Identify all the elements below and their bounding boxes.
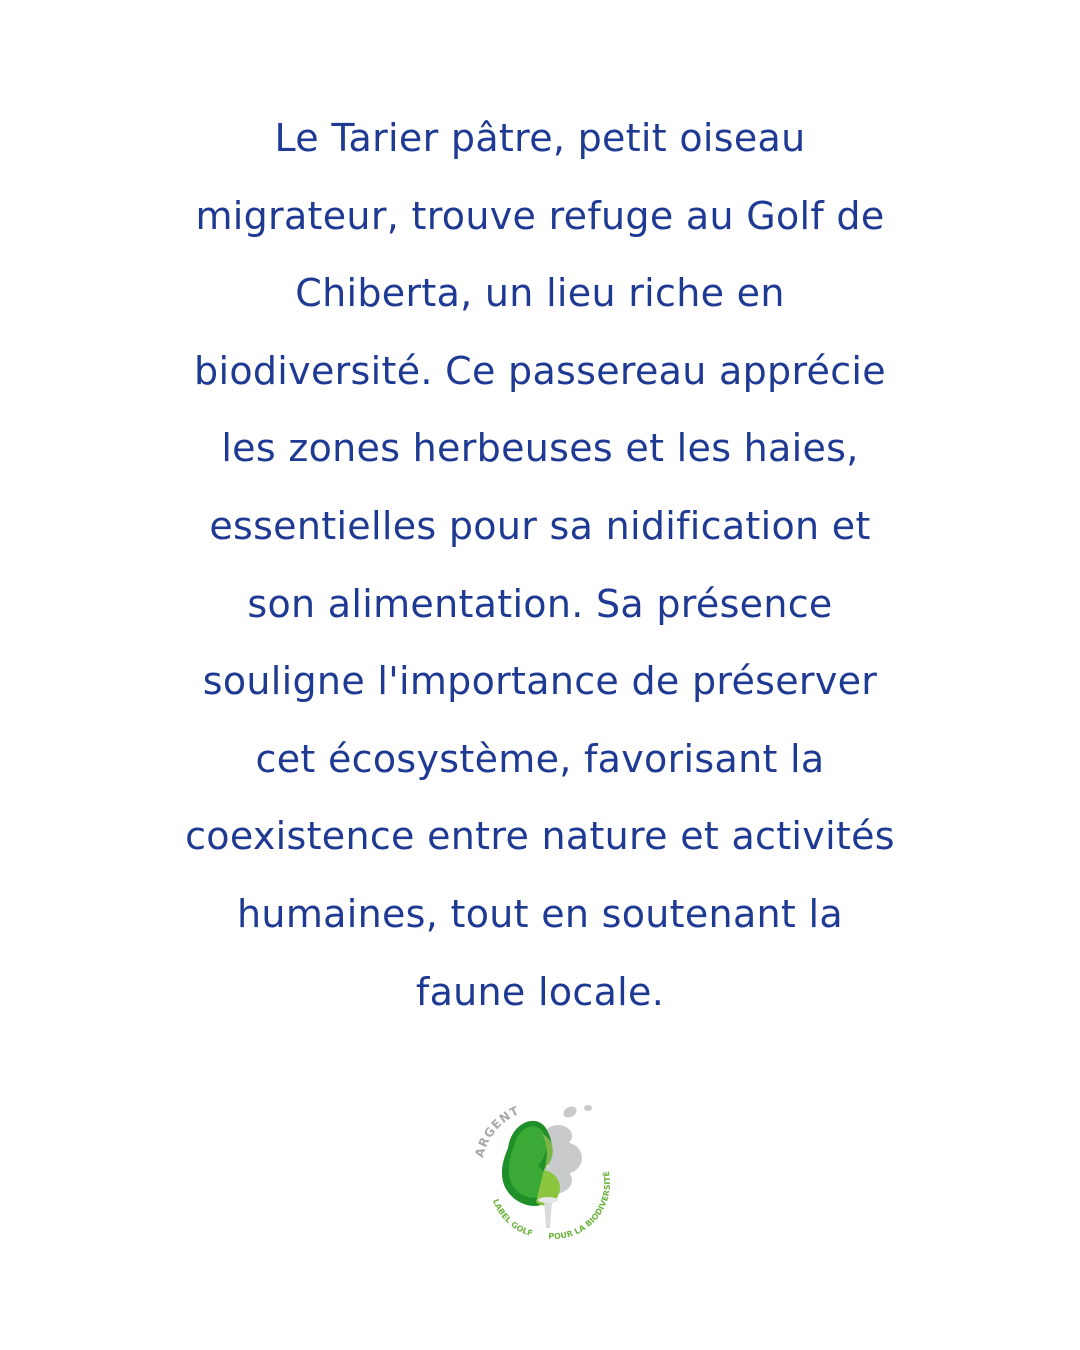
paragraph-line: faune locale. [415, 969, 665, 1014]
paragraph-line: souligne l'importance de préserver [202, 659, 878, 704]
paragraph-line: migrateur, trouve refuge au Golf de [195, 193, 885, 238]
paragraph-line: essentielles pour sa nidification et [209, 503, 871, 548]
paragraph-line: cet écosystème, favorisant la [255, 736, 825, 781]
paragraph-line: coexistence entre nature et activités [185, 814, 895, 859]
label-golf-biodiversite-logo [460, 1088, 620, 1248]
logo-left-text: LABEL GOLF [491, 1197, 534, 1239]
paragraph-line: biodiversité. Ce passereau apprécie [194, 348, 886, 393]
logo-tier-text: ARGENT [472, 1103, 522, 1159]
paragraph [60, 100, 1020, 1031]
paragraph-line: les zones herbeuses et les haies, [221, 426, 859, 471]
paragraph-line: Chiberta, un lieu riche en [295, 271, 785, 316]
paragraph-line: Le Tarier pâtre, petit oiseau [274, 116, 806, 160]
paragraph-line: son alimentation. Sa présence [247, 581, 833, 626]
paragraph-line: humaines, tout en soutenant la [237, 891, 843, 936]
logo-right-text: POUR LA BIODIVERSITÉ [548, 1170, 613, 1242]
